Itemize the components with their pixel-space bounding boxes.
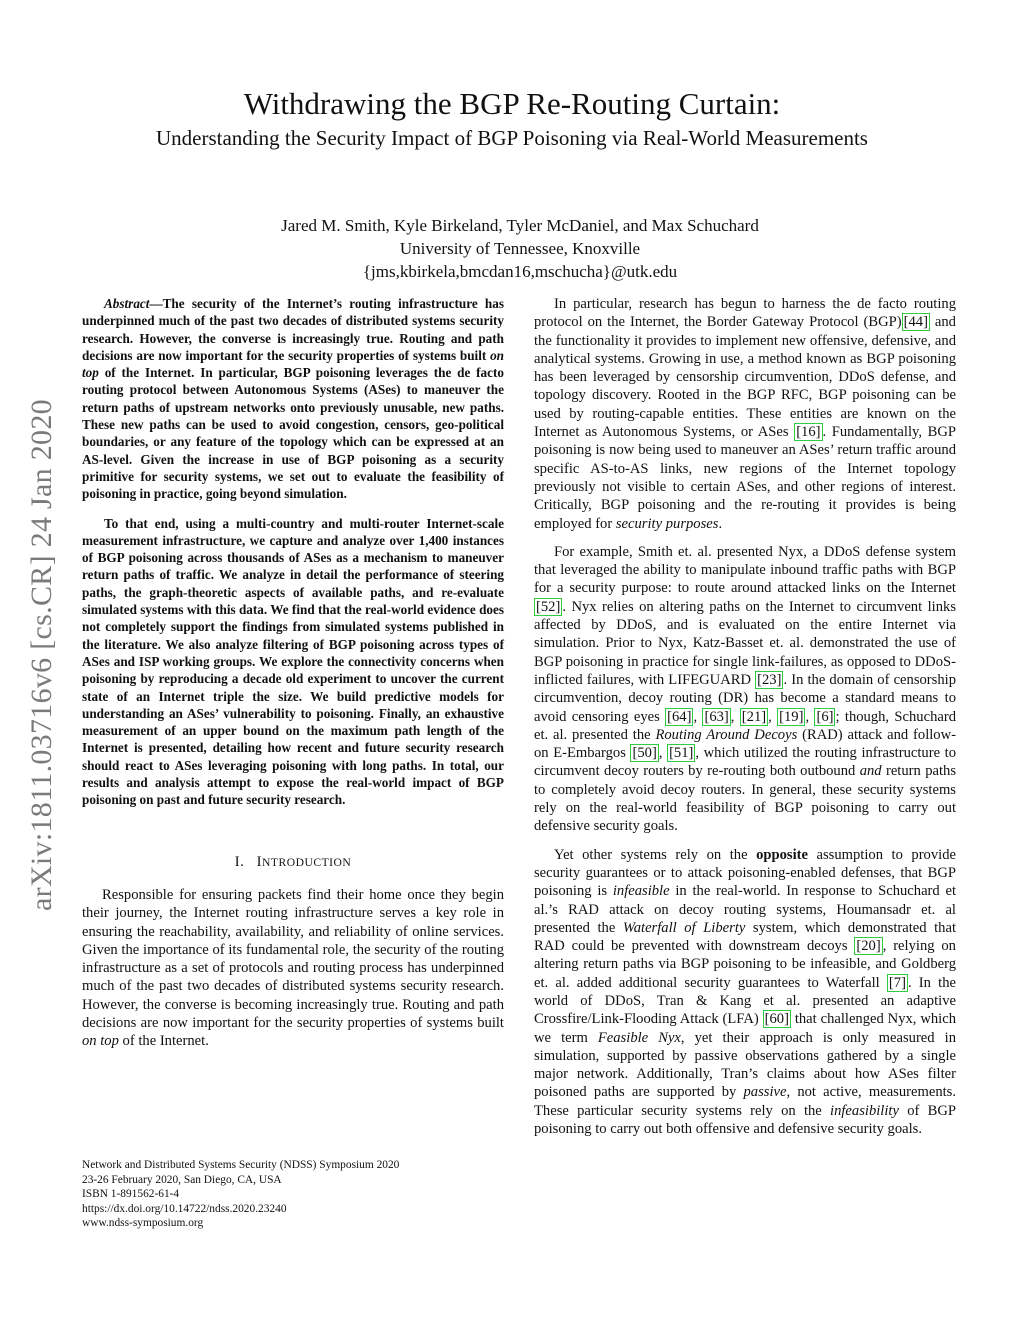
citation-link[interactable]: [6] [816, 708, 834, 725]
author-names: Jared M. Smith, Kyle Birkeland, Tyler McDaniel, and Max Schuchard [281, 216, 759, 235]
emphasis: Waterfall of Liberty [622, 919, 746, 936]
citation-link[interactable]: [44] [903, 314, 928, 331]
citation-link[interactable]: [20] [856, 938, 881, 955]
text-run: , relying on altering return paths via BGP poisoning to be infeasible, and Goldberg et. al. added additional security guarantees to Waterfall [534, 938, 956, 991]
citation-link[interactable]: [23] [757, 671, 782, 688]
conference-footnote [82, 1158, 399, 1231]
text-run: . [718, 515, 723, 532]
text-run: in the real-world. In response to Schuchard et al.’s RAD attack on decoy routing systems, Houmansadr et. al presented the [534, 883, 956, 936]
citation-link[interactable]: [21] [741, 708, 767, 725]
section-title-initial: I [256, 853, 263, 870]
author-emails: {jms,kbirkela,bmcdan16,mschucha}@utk.edu [362, 262, 678, 281]
right-paragraph-1 [534, 295, 956, 533]
citation-link[interactable]: [64] [667, 708, 692, 725]
emphasis: Routing Around Decoys [655, 726, 798, 743]
left-column [82, 295, 504, 1051]
intro-text: Responsible for ensuring packets find their home once they begin their journey, the Internet routing infrastructure serves a key role in ensuring the reachability, availability, and reliability of online services. Given the importance of its fundamental role, the security of the routing infrastructure as a set of protocols and routing process has underpinned much of the past two decades of distributed systems security research. However, the converse is becoming increasingly true. Routing and path decisions are now important for the security properties of systems built [82, 886, 504, 1031]
paper-title: Withdrawing the BGP Re-Routing Curtain: [243, 86, 781, 121]
paper-subtitle: Understanding the Security Impact of BGP Poisoning via Real-World Measurements [156, 126, 868, 150]
footnote-line: Network and Distributed Systems Security (NDSS) Symposium 2020 [82, 1159, 400, 1171]
text-run: In particular, research has begun to harness the de facto routing protocol on the Internet, the Border Gateway Protocol (BGP) [534, 296, 956, 331]
text-run: , which utilized the routing infrastructure to circumvent decoy routers by re-routing both outbound [534, 745, 957, 780]
arxiv-identifier: arXiv:1811.03716v6 [cs.CR] 24 Jan 2020 [25, 399, 58, 911]
text-run: . Nyx relies on altering paths on the Internet to circumvent links affected by DDoS, and is evaluated on the entire Internet via simulation. Prior to Nyx, Katz-Basset et. al. demonstrated the use of BGP poisoning in practice for single link-failures, as opposed to DDoS-inflicted failures, with LIFEGUARD [534, 598, 956, 688]
footnote-website-link[interactable]: www.ndss-symposium.org [82, 1217, 204, 1230]
abstract-dash: — [149, 296, 163, 311]
section-heading-introduction [82, 853, 504, 872]
text-run: return paths to completely avoid decoy routers. In general, these security systems rely on the real-world feasibility of BGP poisoning to carry out defensive security goals. [534, 763, 957, 835]
text-run: of BGP poisoning to carry out both offensive and defensive security goals. [534, 1102, 956, 1138]
abstract-paragraph-2: To that end, using a multi-country and multi-router Internet-scale measurement infrastructure, we capture and analyze over 1,400 instances of BGP poisoning across thousands of ASes as a mechanism to maneuver return paths of traffic. We analyze in detail the performance of steering paths, the graph-theoretic aspects of available paths, and re-evaluate simulated systems with this data. We find that the real-world evidence does not completely support the findings from simulated systems published in the literature. We also analyze filtering of BGP poisoning across types of ASes and ISP working groups. We explore the connectivity concerns when poisoning by reproducing a decade old experiment to uncover the current state of an Internet triple the size. We build predictive models for understanding an ASes’ vulnerability to poisoning. Finally, an exhaustive measurement of an upper bound on the maximum path length of the Internet is presented, detailing how recent and future security research should react to ASes leveraging poisoning with long paths. In total, our results and analysis attempt to expose the real-world impact of BGP poisoning on past and future security research. [82, 515, 504, 808]
citation-link[interactable]: [19] [779, 708, 804, 725]
emphasis: passive [743, 1084, 787, 1101]
text-run: that challenged Nyx, which we term [534, 1011, 956, 1046]
text-run: system, which demonstrated that RAD could be prevented with downstream decoys [534, 919, 957, 955]
abstract-paragraph-1 [82, 295, 504, 503]
emphasis: infeasible [612, 883, 670, 900]
right-column [534, 295, 956, 1138]
strong-emphasis: opposite [756, 846, 808, 863]
section-title-rest: NTRODUCTION [262, 855, 352, 869]
footnote-line: 23-26 February 2020, San Diego, CA, USA [82, 1173, 282, 1186]
intro-text: of the Internet. [118, 1033, 209, 1050]
text-run: . In the domain of censorship circumvention, decoy routing (DR) has become a standard means to avoid censoring eyes [534, 671, 956, 725]
emphasis: Feasible Nyx [597, 1029, 681, 1046]
emphasis: infeasibility [830, 1102, 899, 1119]
text-run: ; though, Schuchard et. al. presented the [534, 708, 957, 743]
citation-link[interactable]: [63] [704, 708, 729, 725]
citation-link[interactable]: [51] [669, 745, 694, 762]
text-run: . Fundamentally, BGP poisoning is now being used to maneuver an ASes’ return traffic around specific AS-to-AS links, new regions of the Internet topology previously not visible to certain ASes, and other regions of interest. Critically, BGP poisoning and the re-routing it provides is being employed for [534, 424, 956, 532]
right-paragraph-2: For example, Smith et. al. presented Nyx, a DDoS defense system that leveraged the ability to manipulate inbound traffic paths with BGP for a security purpose: to route around attacked links on the Internet [52] . Nyx relies on altering paths on the Internet to circumvent links affected by DDoS, and is evaluated on the entire Internet via simulation. Prior to Nyx, Katz-Basset et. al. demonstrated the use of BGP poisoning in practice for single link-failures, as opposed to DDoS-inflicted failures, with LIFEGUARD [23] . In the domain of censorship circumvention, decoy routing (DR) has become a standard means to avoid censoring eyes [64] , [63] , [21] , [19] , [6] ; though, Schuchard et. al. presented the Routing Around Decoys (RAD) attack and follow-on E-Embargos [50] , [51] , which utilized the routing infrastructure to circumvent decoy routers by re-routing both outbound and return paths to completely avoid decoy routers. In general, these security systems rely on the real-world feasibility of BGP poisoning to carry out defensive security goals. [534, 543, 957, 835]
footnote-doi-link[interactable]: https://dx.doi.org/10.14722/ndss.2020.23240 [82, 1202, 287, 1215]
intro-paragraph-1 [82, 886, 504, 1051]
arxiv-sidebar [22, 360, 62, 950]
abstract-emphasis: on top [82, 347, 504, 381]
text-run: and the functionality it provides to implement new offensive, defensive, and analytical systems. Growing in use, a method known as BGP poisoning has been leveraged by censorship circumvention, DDoS defense, and topology discovery. Rooted in the BGP RFC, BGP poisoning can be used by routing-capable entities. These entities are known on the Internet as Autonomous Systems, or ASes [534, 314, 956, 441]
text-run: For example, Smith et. al. presented Nyx, a DDoS defense system that leveraged the ability to manipulate inbound traffic paths with BGP for a security purpose: to route around attacked links on the Internet [534, 543, 956, 597]
author-block [0, 214, 1024, 283]
abstract-text: of the Internet. In particular, BGP poisoning leverages the de facto routing protocol between Autonomous Systems (ASes) to maneuver the return paths of upstream networks onto previously unusable, new paths. These new paths can be used to avoid congestion, censors, geo-political boundaries, or any feature of the topology which can be expressed at an AS-level. Given the increase in use of BGP poisoning as a security primitive for security systems, we set out to evaluate the feasibility of poisoning in practice, going beyond simulation. [82, 365, 504, 502]
text-run: assumption to provide security guarantees or to attack poisoning-enabled defenses, that BGP poisoning is [534, 846, 956, 900]
emphasis: and [859, 763, 882, 780]
abstract-text: The security of the Internet’s routing infrastructure has underpinned much of the past two decades of distributed systems security research. However, the converse is increasingly true. Routing and path decisions are now important for the security properties of systems built [82, 296, 504, 363]
abstract-label: Abstract [104, 296, 150, 311]
text-run: , not active, measurements. These particular security systems rely on the [534, 1084, 956, 1119]
text-run: , yet their approach is only measured in simulation, supported by passive observations gathered by a single major network. Additionally, Tran’s claims about how ASes filter poisoned paths are supported by [534, 1029, 957, 1101]
citation-link[interactable]: [7] [888, 974, 906, 991]
text-run: . In the world of DDoS, Tran & Kang et al. presented an adaptive Crossfire/Link-Flooding Attack (LFA) [534, 974, 957, 1028]
text-run: Yet other systems rely on the [554, 846, 757, 863]
abstract [82, 295, 504, 809]
citation-link[interactable]: [16] [796, 424, 821, 441]
emphasis: security purposes [615, 515, 719, 532]
citation-link[interactable]: [52] [536, 598, 561, 615]
author-affiliation: University of Tennessee, Knoxville [399, 239, 641, 258]
text-run: (RAD) attack and follow-on E-Embargos [534, 726, 957, 762]
footnote-line: ISBN 1-891562-61-4 [82, 1188, 180, 1201]
right-paragraph-3 [534, 846, 956, 1139]
citation-link[interactable]: [50] [632, 745, 657, 762]
section-number: I. [234, 853, 245, 870]
intro-emphasis: on top [82, 1033, 119, 1050]
citation-link[interactable]: [60] [764, 1011, 789, 1028]
